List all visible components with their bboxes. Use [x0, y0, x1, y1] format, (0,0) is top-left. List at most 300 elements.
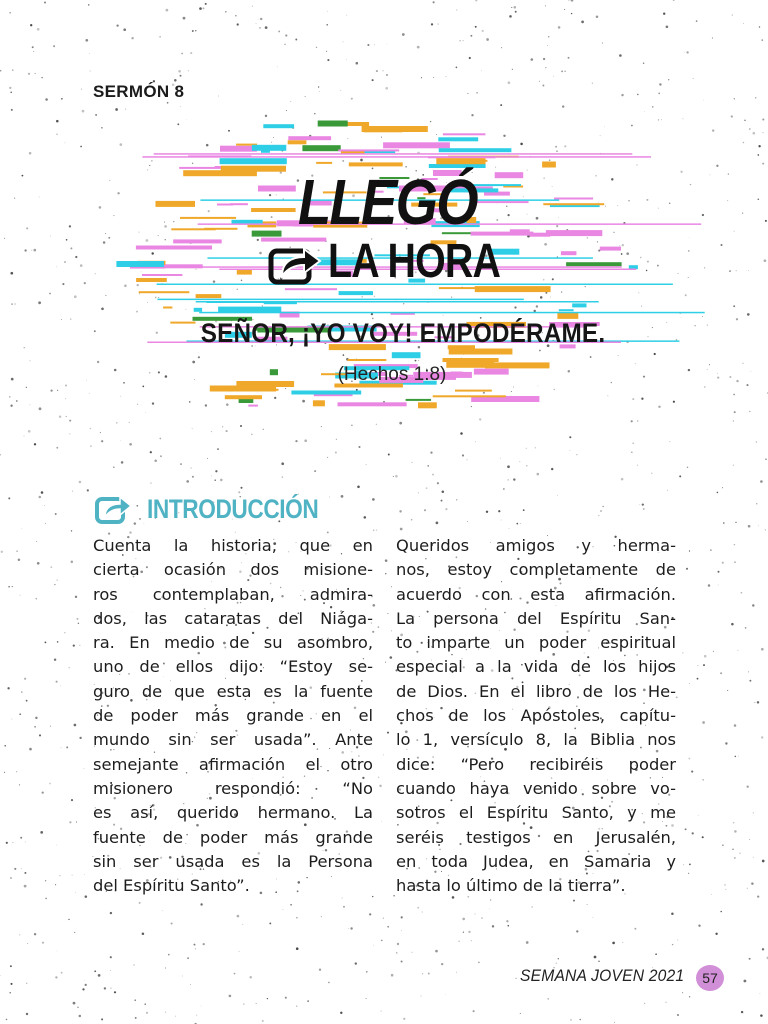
speckle-dot [702, 836, 704, 838]
text-line: cuando haya venido sobre vo- [396, 778, 676, 798]
speckle-dot [215, 470, 217, 472]
speckle-dot [134, 522, 136, 524]
glitch-stripe [291, 391, 361, 395]
glitch-stripe [455, 390, 492, 392]
speckle-dot [475, 441, 476, 442]
speckle-dot [383, 917, 384, 918]
speckle-dot [612, 942, 615, 945]
speckle-dot [49, 783, 51, 785]
speckle-dot [187, 957, 189, 959]
glitch-stripe [218, 307, 281, 313]
glitch-stripe [225, 395, 262, 399]
speckle-dot [570, 1019, 571, 1020]
speckle-dot [26, 1013, 28, 1015]
speckle-dot [16, 550, 18, 552]
speckle-dot [462, 454, 464, 456]
speckle-dot [412, 462, 413, 463]
speckle-dot [186, 480, 189, 483]
speckle-dot [401, 916, 403, 918]
speckle-dot [733, 420, 734, 421]
speckle-dot [503, 488, 504, 489]
speckle-dot [350, 927, 352, 929]
speckle-dot [191, 467, 192, 468]
speckle-dot [262, 1020, 264, 1022]
speckle-dot [473, 1010, 475, 1012]
speckle-dot [57, 641, 59, 643]
speckle-dot [61, 972, 63, 974]
speckle-dot [556, 963, 557, 964]
speckle-dot [737, 650, 738, 651]
speckle-dot [71, 530, 72, 531]
speckle-dot [598, 515, 599, 516]
speckle-dot [537, 473, 540, 476]
speckle-dot [307, 1000, 309, 1002]
speckle-dot [689, 550, 690, 551]
speckle-dot [671, 913, 674, 916]
speckle-dot [139, 518, 141, 520]
speckle-dot [427, 465, 429, 467]
speckle-dot [45, 642, 47, 644]
speckle-dot [196, 1015, 197, 1016]
speckle-dot [526, 941, 529, 944]
glitch-stripe [438, 137, 478, 141]
speckle-dot [100, 432, 101, 433]
speckle-dot [753, 857, 754, 858]
speckle-dot [746, 785, 748, 787]
speckle-dot [256, 1003, 257, 1004]
speckle-dot [314, 470, 316, 472]
speckle-dot [391, 631, 392, 632]
speckle-dot [685, 828, 687, 830]
speckle-dot [79, 481, 82, 484]
speckle-dot [509, 528, 510, 529]
speckle-dot [69, 667, 70, 668]
speckle-dot [21, 528, 22, 529]
speckle-dot [644, 1003, 645, 1004]
speckle-dot [211, 431, 212, 432]
speckle-dot [201, 1006, 202, 1007]
speckle-dot [42, 791, 44, 793]
speckle-dot [741, 592, 743, 594]
speckle-dot [391, 974, 394, 977]
speckle-dot [39, 496, 42, 499]
speckle-dot [686, 568, 688, 570]
text-line: mundo sin ser usada”. Ante [93, 730, 373, 750]
speckle-dot [430, 451, 432, 453]
speckle-dot [631, 420, 633, 422]
speckle-dot [637, 465, 638, 466]
speckle-dot [385, 573, 386, 574]
speckle-dot [16, 771, 17, 772]
right-column-text [396, 534, 676, 898]
speckle-dot [760, 480, 763, 483]
speckle-dot [396, 952, 398, 954]
speckle-dot [387, 926, 389, 928]
speckle-dot [19, 784, 20, 785]
speckle-dot [507, 465, 510, 468]
speckle-dot [348, 928, 349, 929]
speckle-dot [748, 671, 749, 672]
speckle-dot [436, 522, 439, 525]
speckle-dot [267, 998, 268, 999]
speckle-dot [757, 896, 759, 898]
speckle-dot [632, 442, 634, 444]
speckle-dot [387, 613, 388, 614]
speckle-dot [55, 513, 57, 515]
speckle-dot [401, 930, 402, 931]
speckle-dot [754, 702, 755, 703]
speckle-dot [304, 439, 307, 442]
speckle-dot [10, 965, 12, 967]
speckle-dot [9, 992, 10, 993]
share-arrow-icon [95, 492, 133, 524]
speckle-dot [523, 509, 525, 511]
glitch-stripe [220, 146, 257, 152]
speckle-dot [229, 995, 232, 998]
speckle-dot [614, 1022, 615, 1023]
speckle-dot [10, 983, 12, 985]
speckle-dot [765, 458, 767, 460]
speckle-dot [760, 993, 761, 994]
speckle-dot [243, 1004, 244, 1005]
speckle-dot [411, 519, 413, 521]
speckle-dot [422, 973, 423, 974]
glitch-line [142, 156, 651, 158]
speckle-dot [569, 436, 571, 438]
speckle-dot [84, 768, 85, 769]
speckle-dot [14, 868, 16, 870]
speckle-dot [75, 892, 76, 893]
speckle-dot [720, 911, 722, 913]
speckle-dot [579, 1019, 581, 1021]
speckle-dot [175, 1016, 176, 1017]
text-line: de poder más grande en el [93, 706, 373, 726]
speckle-dot [535, 447, 536, 448]
glitch-line [196, 301, 599, 303]
speckle-dot [192, 428, 193, 429]
speckle-dot [378, 626, 380, 628]
speckle-dot [12, 586, 13, 587]
speckle-dot [765, 529, 766, 530]
speckle-dot [203, 943, 205, 945]
speckle-dot [376, 530, 377, 531]
speckle-dot [144, 523, 145, 524]
speckle-dot [722, 844, 723, 845]
speckle-dot [723, 522, 725, 524]
speckle-dot [437, 482, 439, 484]
speckle-dot [358, 446, 360, 448]
speckle-dot [749, 958, 751, 960]
speckle-dot [761, 736, 763, 738]
speckle-dot [677, 940, 678, 941]
glitch-stripe [288, 136, 331, 140]
glitch-stripe [302, 145, 340, 151]
glitch-stripe [318, 121, 348, 127]
speckle-dot [296, 917, 297, 918]
speckle-dot [0, 975, 1, 976]
glitch-stripe [572, 303, 586, 307]
speckle-dot [75, 596, 77, 598]
speckle-dot [72, 491, 73, 492]
speckle-dot [56, 845, 57, 846]
page-number-badge: 57 [696, 965, 724, 991]
speckle-dot [708, 584, 711, 587]
speckle-dot [55, 884, 56, 885]
speckle-dot [214, 479, 216, 481]
speckle-dot [399, 422, 402, 425]
speckle-dot [698, 815, 699, 816]
speckle-dot [69, 821, 71, 823]
speckle-dot [79, 645, 80, 646]
speckle-dot [36, 598, 38, 600]
speckle-dot [129, 443, 132, 446]
speckle-dot [689, 996, 690, 997]
speckle-dot [282, 476, 283, 477]
text-line: sotros el Espíritu Santo, y me [396, 803, 676, 823]
speckle-dot [471, 940, 472, 941]
speckle-dot [90, 445, 92, 447]
text-line: dos, las cataratas del Niága- [93, 608, 373, 628]
speckle-dot [745, 627, 747, 629]
speckle-dot [643, 508, 645, 510]
text-line: lo 1, versículo 8, la Biblia nos [396, 730, 676, 750]
speckle-dot [26, 983, 27, 984]
speckle-dot [146, 1012, 148, 1014]
publication-name: SEMANA JOVEN 2021 [520, 966, 685, 985]
speckle-dot [366, 998, 367, 999]
speckle-dot [634, 928, 636, 930]
speckle-dot [180, 463, 181, 464]
text-line: especial a la vida de los hijos [396, 657, 676, 677]
speckle-dot [37, 562, 40, 565]
speckle-dot [683, 864, 684, 865]
speckle-dot [87, 489, 89, 491]
speckle-dot [57, 951, 58, 952]
speckle-dot [40, 831, 43, 834]
speckle-dot [731, 623, 734, 626]
text-line: acuerdo con esta afirmación. [396, 584, 676, 604]
speckle-dot [78, 623, 79, 624]
speckle-dot [631, 452, 632, 453]
speckle-dot [734, 830, 737, 833]
speckle-dot [269, 922, 271, 924]
glitch-stripe [239, 399, 254, 403]
speckle-dot [369, 913, 371, 915]
text-line: to imparte un poder espiritual [396, 633, 676, 653]
speckle-dot [343, 906, 345, 908]
speckle-dot [422, 912, 423, 913]
speckle-dot [77, 1007, 79, 1009]
speckle-dot [34, 726, 36, 728]
speckle-dot [23, 435, 24, 436]
glitch-line [199, 312, 705, 314]
speckle-dot [697, 678, 699, 680]
speckle-dot [68, 919, 69, 920]
text-line: misionero respondió: “No [93, 778, 373, 798]
speckle-dot [388, 454, 390, 456]
speckle-dot [19, 713, 21, 715]
glitch-stripe [194, 308, 202, 312]
speckle-dot [507, 925, 509, 927]
speckle-dot [456, 972, 457, 973]
speckle-dot [159, 438, 161, 440]
speckle-dot [50, 566, 52, 568]
speckle-dot [373, 529, 375, 531]
text-line: ra. En medio de su asombro, [93, 633, 373, 653]
speckle-dot [20, 837, 22, 839]
speckle-dot [481, 918, 482, 919]
speckle-dot [101, 440, 103, 442]
speckle-dot [285, 997, 287, 999]
speckle-dot [42, 942, 44, 944]
share-arrow-icon [268, 242, 324, 286]
speckle-dot [145, 1004, 146, 1005]
speckle-dot [441, 500, 443, 502]
speckle-dot [702, 721, 705, 724]
speckle-dot [10, 877, 12, 879]
speckle-dot [761, 648, 764, 651]
speckle-dot [749, 680, 751, 682]
speckle-dot [725, 742, 727, 744]
speckle-dot [744, 980, 747, 983]
speckle-dot [734, 857, 736, 859]
speckle-dot [507, 479, 508, 480]
text-line: Queridos amigos y herma- [396, 536, 676, 555]
speckle-dot [637, 421, 638, 422]
speckle-dot [381, 821, 382, 822]
speckle-dot [135, 1017, 137, 1019]
speckle-dot [655, 953, 657, 955]
speckle-dot [220, 479, 223, 482]
glitch-stripe [163, 307, 172, 309]
speckle-dot [4, 745, 6, 747]
speckle-dot [379, 785, 381, 787]
speckle-dot [7, 687, 9, 689]
speckle-dot [24, 678, 26, 680]
speckle-dot [520, 523, 521, 524]
speckle-dot [329, 497, 330, 498]
speckle-dot [594, 956, 597, 959]
speckle-dot [703, 664, 705, 666]
speckle-dot [222, 426, 223, 427]
speckle-dot [26, 700, 28, 702]
text-line: del Espíritu Santo”. [93, 876, 250, 896]
speckle-dot [25, 842, 26, 843]
speckle-dot [321, 426, 322, 427]
text-line: La persona del Espíritu San- [396, 608, 676, 628]
speckle-dot [217, 448, 219, 450]
speckle-dot [357, 486, 360, 489]
speckle-dot [335, 452, 337, 454]
speckle-dot [669, 441, 670, 442]
speckle-dot [19, 934, 20, 935]
speckle-dot [72, 875, 73, 876]
glitch-stripe [406, 399, 431, 401]
speckle-dot [676, 696, 678, 698]
speckle-dot [85, 984, 87, 986]
speckle-dot [190, 984, 191, 985]
glitch-stripe [364, 128, 403, 132]
speckle-dot [84, 980, 85, 981]
speckle-dot [667, 490, 668, 491]
left-column-text [93, 534, 373, 898]
speckle-dot [381, 940, 383, 942]
speckle-dot [4, 772, 5, 773]
subtitle: SEÑOR, ¡YO VOY! EMPODÉRAME. [200, 318, 606, 348]
speckle-dot [50, 726, 51, 727]
speckle-dot [748, 525, 751, 528]
speckle-dot [458, 941, 459, 942]
speckle-dot [689, 683, 690, 684]
glitch-stripe [338, 149, 399, 151]
speckle-dot [226, 430, 228, 432]
text-line: nos, estoy completamente de [396, 560, 676, 580]
speckle-dot [36, 541, 37, 542]
speckle-dot [235, 532, 236, 533]
speckle-dot [160, 455, 162, 457]
speckle-dot [24, 872, 26, 874]
speckle-dot [165, 1012, 166, 1013]
speckle-dot [45, 523, 46, 524]
speckle-dot [66, 746, 68, 748]
speckle-dot [739, 853, 741, 855]
speckle-dot [756, 441, 757, 442]
speckle-dot [558, 958, 559, 959]
speckle-dot [724, 884, 725, 885]
speckle-dot [400, 528, 403, 531]
speckle-dot [28, 430, 31, 433]
speckle-dot [110, 912, 112, 914]
glitch-stripe [261, 147, 270, 153]
speckle-dot [0, 454, 1, 456]
speckle-dot [726, 889, 727, 890]
speckle-dot [171, 922, 173, 924]
glitch-stripe [348, 359, 387, 361]
speckle-dot [598, 961, 600, 963]
speckle-dot [621, 478, 624, 481]
speckle-dot [137, 505, 139, 507]
speckle-dot [526, 448, 527, 449]
speckle-dot [281, 462, 284, 465]
speckle-dot [90, 428, 92, 430]
speckle-dot [110, 970, 111, 971]
speckle-dot [59, 875, 60, 876]
speckle-dot [735, 522, 736, 523]
speckle-dot [421, 995, 422, 996]
speckle-dot [393, 895, 395, 897]
speckle-dot [486, 511, 488, 513]
speckle-dot [548, 998, 549, 999]
speckle-dot [55, 976, 57, 978]
speckle-dot [366, 464, 367, 465]
speckle-dot [401, 960, 403, 962]
speckle-dot [355, 962, 357, 964]
speckle-dot [460, 432, 463, 435]
glitch-stripe [449, 349, 513, 355]
speckle-dot [234, 973, 236, 975]
speckle-dot [733, 465, 734, 466]
speckle-dot [435, 950, 438, 953]
speckle-dot [239, 951, 240, 952]
speckle-dot [8, 586, 10, 588]
speckle-dot [12, 719, 13, 720]
speckle-dot [165, 968, 166, 969]
glitch-line [154, 153, 633, 155]
speckle-dot [327, 457, 328, 458]
speckle-dot [44, 505, 45, 506]
speckle-dot [249, 976, 252, 979]
speckle-dot [110, 956, 112, 958]
